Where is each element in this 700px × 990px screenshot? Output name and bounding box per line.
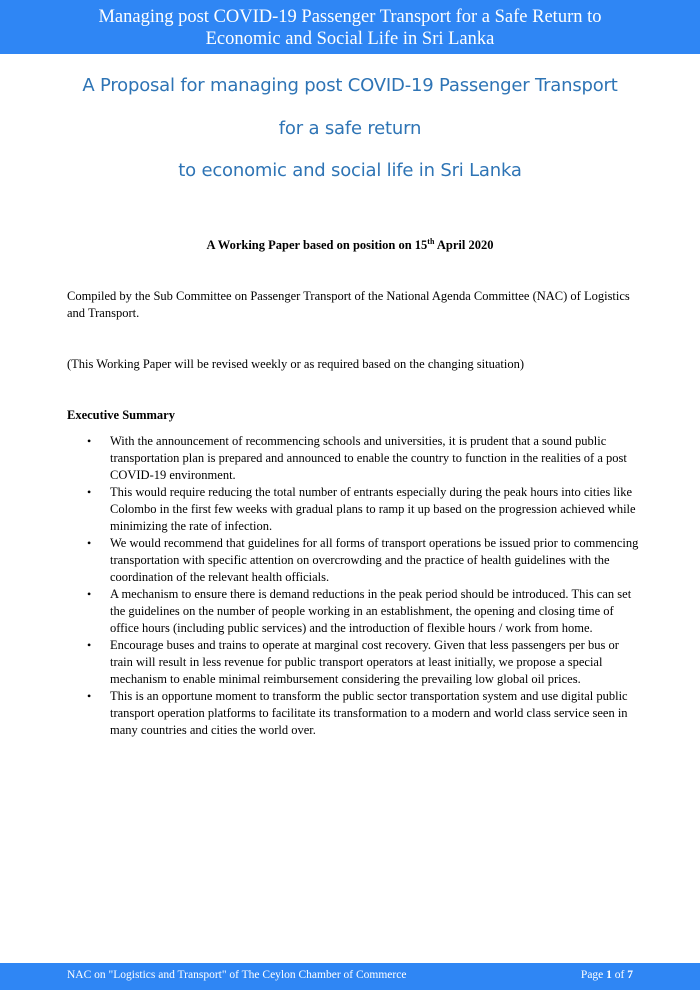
subtitle-ordinal: th: [427, 236, 435, 246]
executive-summary-list: [67, 433, 642, 739]
header-band: [0, 0, 700, 54]
list-item-text: This is an opportune moment to transform the public sector transportation system and use digital public transport operation platforms to facilitate its transformation to a modern and world class service seen in many countries and cities the world over.: [110, 689, 628, 737]
compiled-by-paragraph: Compiled by the Sub Committee on Passenger Transport of the National Agenda Committee (NAC) of Logistics and Transport.: [67, 289, 630, 320]
list-item-text: A mechanism to ensure there is demand reductions in the peak period should be introduced. This can set the guidelines on the number of people working in an establishment, the opening and closing time of office hours (including public services) and the introduction of flexible hours / work from home.: [110, 587, 632, 635]
page-current: 1: [606, 969, 612, 981]
list-item: [67, 637, 642, 688]
list-item: [67, 433, 642, 484]
bullet-icon: •: [87, 536, 92, 550]
list-item-text: This would require reducing the total number of entrants especially during the peak hours into cities like Colombo in the first few weeks with gradual plans to ramp it up based on the progression achieved while minimizing the rate of infection.: [110, 485, 636, 533]
page-word: Page: [580, 969, 604, 981]
list-item: [67, 535, 642, 586]
subtitle-date: April 2020: [434, 238, 494, 252]
list-item-text: We would recommend that guidelines for all forms of transport operations be issued prior to commencing transportation with specific attention on overcrowding and the practice of health guidelines with the coordination of the relevant health officials.: [110, 536, 639, 584]
page-total: 7: [627, 969, 633, 981]
footer-band: [0, 963, 700, 990]
bullet-icon: •: [87, 434, 92, 448]
executive-summary-heading: Executive Summary: [67, 408, 175, 422]
footer-organization: NAC on "Logistics and Transport" of The Ceylon Chamber of Commerce: [67, 969, 407, 981]
bullet-icon: •: [87, 587, 92, 601]
header-title-line-1: Managing post COVID-19 Passenger Transport for a Safe Return to: [98, 7, 602, 27]
working-paper-subtitle: [0, 238, 700, 253]
subtitle-text: A Working Paper based on position on 15: [206, 238, 428, 252]
bullet-icon: •: [87, 689, 92, 703]
proposal-title-line-2: for a safe return: [278, 118, 422, 139]
bullet-icon: •: [87, 485, 92, 499]
list-item-text: Encourage buses and trains to operate at marginal cost recovery. Given that less passengers per bus or train will result in less revenue for public transport operators at least initially, we propose a special mechanism to enable minimal reimbursement considering the prevailing low global oil prices.: [110, 638, 619, 686]
proposal-title-line-3: to economic and social life in Sri Lanka: [178, 160, 522, 181]
list-item: [67, 484, 642, 535]
list-item-text: With the announcement of recommencing schools and universities, it is prudent that a sound public transportation plan is prepared and announced to enable the country to function in the realities of a post COVID-19 environment.: [110, 434, 627, 482]
list-item: [67, 586, 642, 637]
page-indicator: [581, 969, 633, 981]
revision-note: (This Working Paper will be revised weekly or as required based on the changing situation): [67, 357, 524, 371]
of-word: of: [614, 969, 625, 981]
list-item: [67, 688, 642, 739]
proposal-title-line-1: A Proposal for managing post COVID-19 Passenger Transport: [82, 75, 618, 96]
header-title-line-2: Economic and Social Life in Sri Lanka: [205, 29, 495, 49]
bullet-icon: •: [87, 638, 92, 652]
